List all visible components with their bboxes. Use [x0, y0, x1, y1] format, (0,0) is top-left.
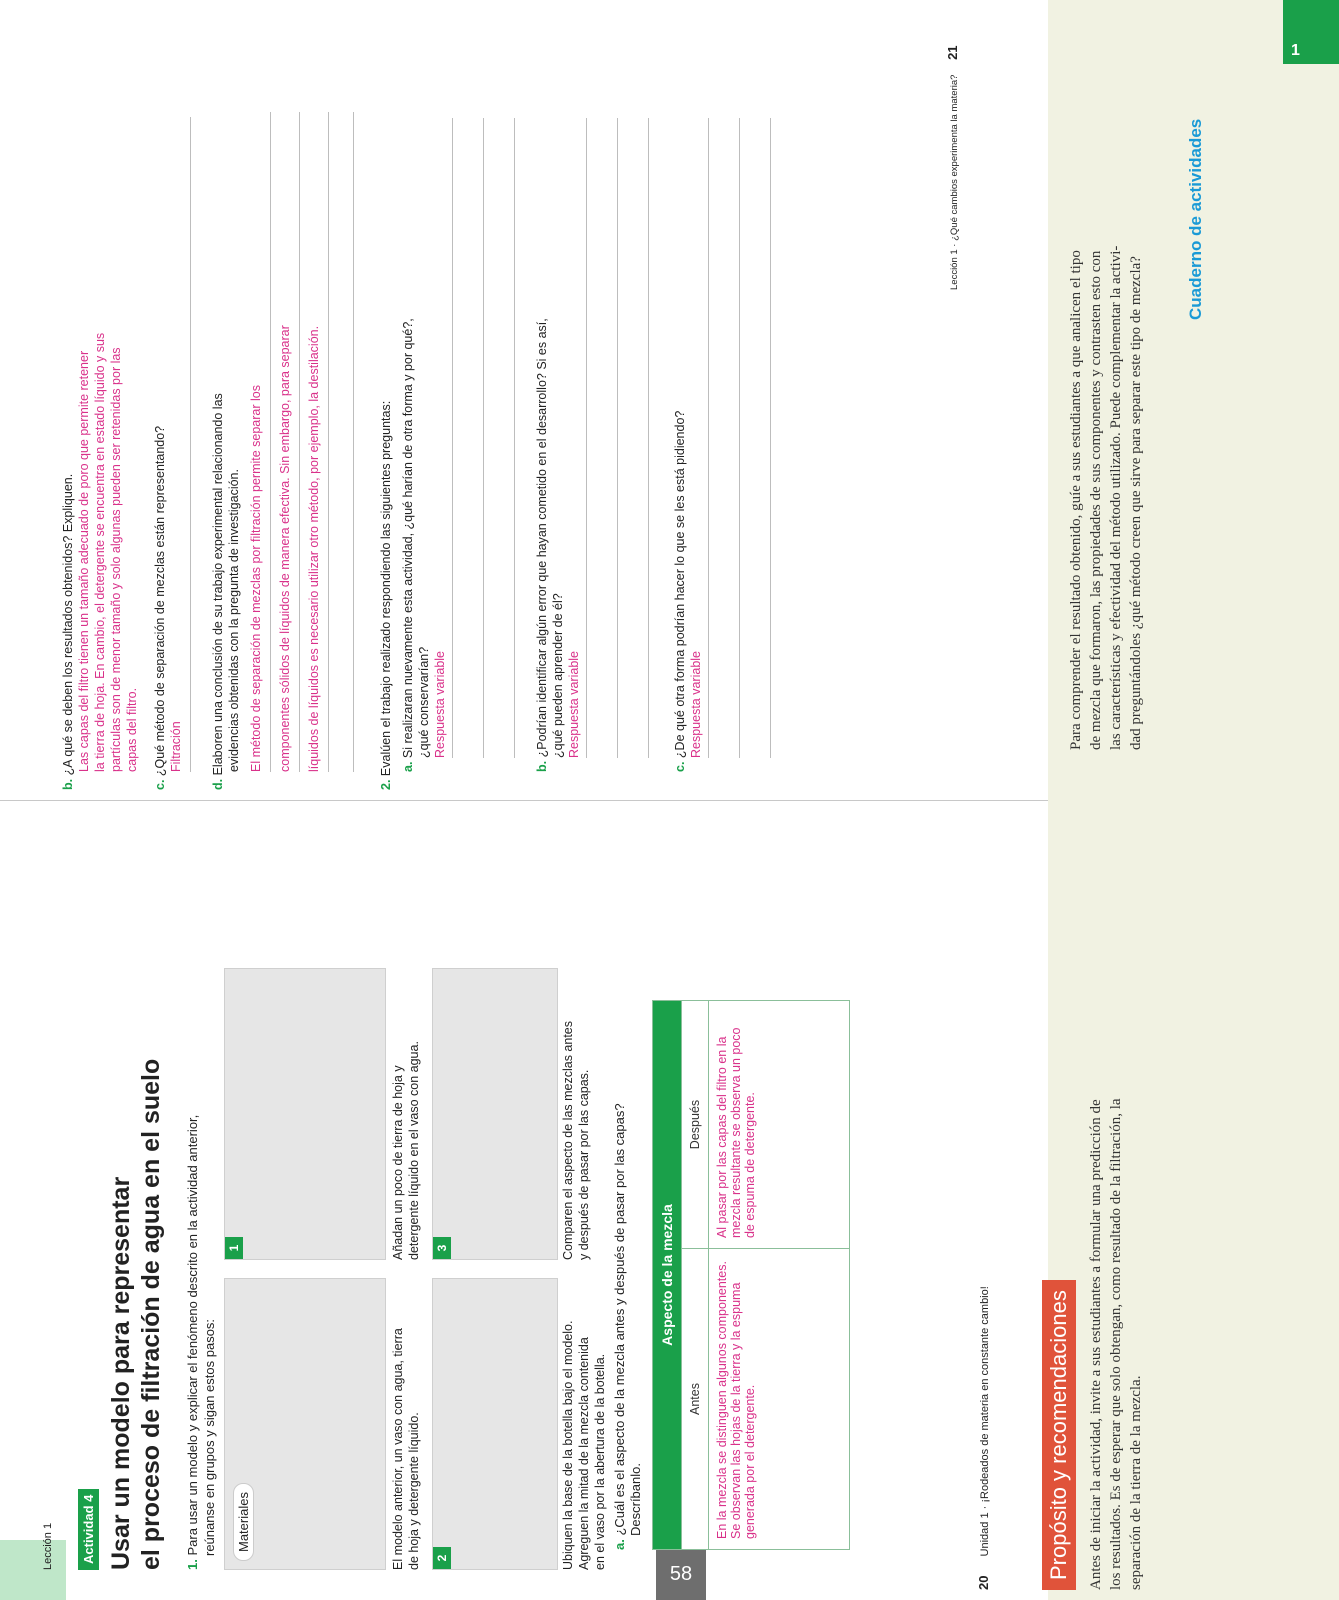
right-footer-page: 21 — [945, 45, 960, 60]
question-2c-blank-line2 — [740, 118, 771, 758]
materials-photo — [224, 1278, 386, 1570]
question-1-text-line1: Para usar un modelo y explicar el fenómeno descrito en la actividad anterior, — [185, 1114, 200, 1556]
question-2a — [400, 52, 515, 772]
purpose-line-3: separación de la tierra de la mezcla. — [1128, 1375, 1144, 1590]
photo-caption-3-line2: y después de pasar por las capas. — [577, 1069, 591, 1260]
left-page — [40, 800, 1040, 1590]
question-2b-text-line1: ¿Podrían identificar algún error que hayan cometido en el desarrollo? Si es así, — [535, 318, 549, 758]
photo-caption-2-line3: en el vaso por la abertura de la botella. — [593, 1353, 607, 1570]
question-c-letter: c. — [153, 779, 167, 790]
table-col-before: Antes — [682, 1249, 709, 1550]
question-2a-text-line1: Si realizaran nuevamente esta actividad, ¿qué harían de otra forma y por qué?, — [401, 318, 415, 759]
photo-caption-2 — [560, 1270, 608, 1570]
question-d-answer-line2: componentes sólidos de líquidos de manera efectiva. Sin embargo, para separar — [271, 112, 300, 772]
question-2a-answer: Respuesta variable — [432, 118, 453, 758]
question-2c-letter: c. — [673, 761, 687, 772]
guide-right-section — [1066, 30, 1246, 750]
question-2b-answer: Respuesta variable — [566, 118, 587, 758]
right-footer-text: Lección 1 · ¿Qué cambios experimenta la materia? — [949, 74, 960, 290]
question-2a-letter: a. — [401, 761, 415, 772]
purpose-title: Propósito y recomendaciones — [1042, 1280, 1076, 1590]
question-d-answer-line3: líquidos de líquidos es necesario utilizar otro método, por ejemplo, la destilación. — [300, 112, 329, 772]
question-2-number: 2. — [379, 779, 393, 790]
question-d-answer-line1: El método de separación de mezclas por filtración permite separar los — [242, 112, 271, 772]
photo-caption-0-line2: de hoja y detergente líquido. — [407, 1412, 421, 1570]
question-2c-answer: Respuesta variable — [688, 118, 709, 758]
question-2c-blank-line1 — [709, 118, 740, 758]
chapter-tab — [1283, 0, 1339, 64]
photo-caption-0 — [390, 1270, 422, 1570]
guide-right-line-4: dad preguntándoles ¿qué método creen que sirve para separar este tipo de mezcla? — [1128, 256, 1144, 750]
photo-caption-1-line1: Añadan un poco de tierra de hoja y — [391, 1065, 405, 1260]
question-b-answer-line1: Las capas del filtro tienen un tamaño adecuado de poro que permite retener — [77, 350, 91, 772]
step-3-number: 3 — [433, 1237, 451, 1259]
photo-caption-0-line1: El modelo anterior, un vaso con agua, tierra — [391, 1328, 405, 1570]
right-page — [60, 20, 990, 790]
purpose-line-1: Antes de iniciar la actividad, invite a sus estudiantes a formular una predicción de — [1088, 1099, 1104, 1590]
purpose-section — [1042, 810, 1182, 1590]
guide-right-text — [1066, 30, 1146, 750]
photo-caption-1-line2: detergente líquido en el vaso con agua. — [407, 1041, 421, 1260]
title-line-1: Usar un modelo para representar — [107, 1176, 135, 1570]
question-c-text: ¿Qué método de separación de mezclas están representando? — [153, 425, 167, 777]
photo-caption-3 — [560, 960, 592, 1260]
left-footer — [976, 1286, 991, 1590]
question-2a-blank-line1 — [453, 118, 484, 758]
guide-right-line-2: de mezcla que formaron, las propiedades de sus componentes y contrasten esto con — [1088, 250, 1104, 750]
question-2b-blank-line2 — [618, 118, 649, 758]
page-number-badge: 58 — [656, 1548, 706, 1600]
purpose-line-2: los resultados. Es de esperar que solo obtengan, como resultado de la filtración, la — [1108, 1098, 1124, 1590]
workbook-link[interactable]: Cuaderno de actividades — [1186, 118, 1205, 320]
question-1-text-line2: reúnanse en grupos y sigan estos pasos: — [202, 1318, 217, 1556]
question-2 — [378, 20, 394, 790]
table-answer-after: Al pasar por las capas del filtro en la mezcla resultante se observa un poco de espuma de detergente. — [709, 1001, 850, 1249]
question-a-text-line2: Descríbanlo. — [628, 1463, 643, 1536]
right-footer — [945, 45, 960, 290]
question-c — [152, 20, 191, 790]
chapter-tab-number: 1 — [1291, 42, 1300, 59]
step-3-photo — [432, 968, 558, 1260]
question-d-text-line1: Elaboren una conclusión de su trabajo experimental relacionando las — [211, 393, 225, 776]
purpose-text — [1086, 810, 1146, 1590]
question-d — [210, 20, 354, 790]
table-answer-before: En la mezcla se distinguen algunos componentes. Se observan las hojas de la tierra y la espuma generada por el detergente. — [709, 1249, 850, 1550]
question-b-letter: b. — [61, 778, 75, 790]
guide-right-line-1: Para comprender el resultado obtenido, guíe a sus estudiantes a que analicen el tipo — [1068, 250, 1084, 750]
question-b-answer — [76, 20, 140, 790]
question-b-answer-line3: partículas son de menor tamaño y solo algunas pueden ser retenidas por las — [109, 347, 123, 772]
step-2-photo — [432, 1278, 558, 1570]
title-line-2: el proceso de filtración de agua en el suelo — [137, 1058, 165, 1570]
photo-caption-2-line1: Ubiquen la base de la botella bajo el modelo. — [561, 1320, 575, 1570]
left-footer-text: Unidad 1 · ¡Rodeados de materia en constante cambio! — [979, 1286, 991, 1557]
left-footer-page: 20 — [976, 1575, 991, 1590]
activity-title — [106, 810, 166, 1570]
question-b — [60, 20, 140, 790]
step-2-number: 2 — [433, 1547, 451, 1569]
question-d-text-line2: evidencias obtenidas con la pregunta de investigación. — [227, 469, 241, 772]
question-d-blank-line — [329, 112, 354, 772]
question-2b-text-line2: ¿qué pueden aprender de él? — [551, 593, 565, 758]
question-2b-blank-line1 — [587, 118, 618, 758]
question-d-letter: d. — [211, 778, 225, 790]
question-a-text-line1: ¿Cuál es el aspecto de la mezcla antes y después de pasar por las capas? — [612, 1103, 627, 1536]
question-a-letter: a. — [612, 1539, 627, 1550]
photo-caption-2-line2: Agreguen la mitad de la mezcla contenida — [577, 1337, 591, 1570]
table-col-after: Después — [682, 1001, 709, 1249]
question-1 — [184, 810, 218, 1570]
question-2a-blank-line2 — [484, 118, 515, 758]
activity-badge: Actividad 4 — [78, 1489, 99, 1570]
lesson-label: Lección 1 — [42, 1522, 54, 1570]
question-b-text: ¿A qué se deben los resultados obtenidos? Expliquen. — [61, 473, 75, 776]
materials-label: Materiales — [233, 1483, 254, 1561]
question-2b — [534, 52, 649, 772]
question-2-text: Evalúen el trabajo realizado respondiendo las siguientes preguntas: — [379, 400, 393, 777]
guide-right-line-3: las características y efectividad del método utilizado. Puede complementar la activi- — [1108, 245, 1124, 750]
question-d-answer — [242, 112, 354, 772]
question-c-answer: Filtración — [168, 117, 191, 772]
question-2c-text: ¿De qué otra forma podrían hacer lo que se les está pidiendo? — [673, 410, 687, 759]
question-b-answer-line4: capas del filtro. — [125, 687, 139, 772]
photo-caption-3-line1: Comparen el aspecto de las mezclas antes — [561, 1020, 575, 1260]
photo-caption-1 — [390, 960, 422, 1260]
question-2c — [672, 52, 771, 772]
question-a — [612, 850, 644, 1550]
table-header: Aspecto de la mezcla — [653, 1001, 682, 1550]
step-1-number: 1 — [225, 1237, 243, 1259]
mixture-aspect-table — [652, 1000, 850, 1550]
step-1-photo — [224, 968, 386, 1260]
question-2a-text-line2: ¿qué conservarían? — [417, 646, 431, 758]
question-b-answer-line2: la tierra de hoja. En cambio, el detergente se encuentra en estado líquido y sus — [93, 332, 107, 772]
question-2b-letter: b. — [535, 760, 549, 772]
question-1-number: 1. — [185, 1559, 200, 1570]
